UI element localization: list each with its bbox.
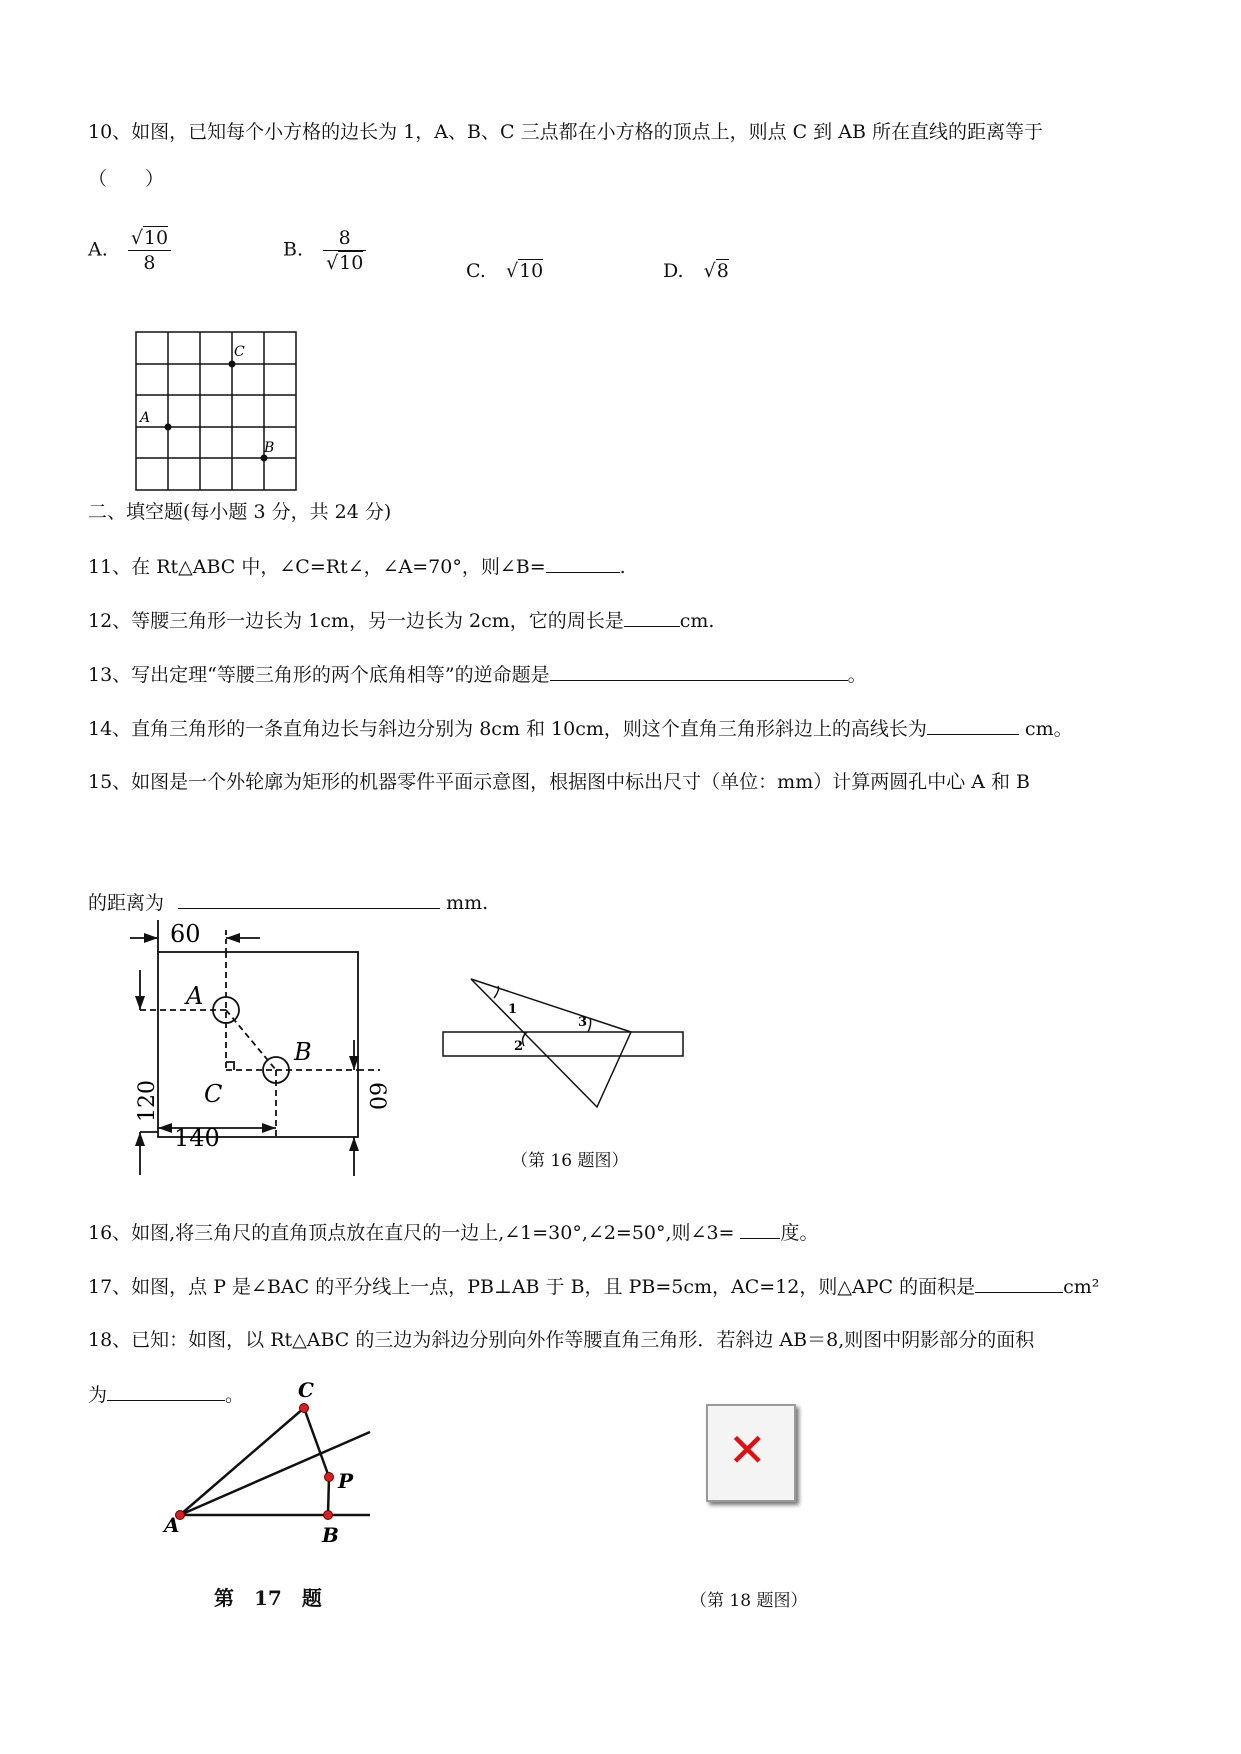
svg-text:C: C [204, 1080, 223, 1108]
q10-paren: （ ） [88, 168, 165, 190]
q12: 12、等腰三角形一边长为 1cm，另一边长为 2cm，它的周长是 cm. [88, 606, 714, 635]
fig18-broken-image [706, 1404, 796, 1502]
q15-blank[interactable] [178, 888, 440, 909]
point-c [229, 361, 236, 368]
q13: 13、写出定理“等腰三角形的两个底角相等”的逆命题是 。 [88, 660, 867, 689]
q10-option-a: A. $\frac{√10}{8}$ [88, 226, 171, 275]
q14-blank[interactable] [927, 714, 1019, 735]
fig16-caption: （第 16 题图） [511, 1151, 629, 1171]
svg-text:A: A [186, 982, 204, 1010]
q13-blank[interactable] [550, 660, 848, 681]
label-c: C [234, 344, 245, 360]
label-b: B [264, 440, 275, 456]
q15-line1: 15、如图是一个外轮廓为矩形的机器零件平面示意图，根据图中标出尺寸（单位：mm）计算两圆孔中心 A 和 B [88, 771, 1031, 793]
q12-blank[interactable] [624, 606, 680, 627]
q11-blank[interactable] [546, 552, 620, 573]
svg-text:1: 1 [508, 1002, 518, 1017]
fig17-angle-bisector [158, 1378, 378, 1547]
svg-text:C: C [298, 1378, 314, 1402]
q14: 14、直角三角形的一条直角边长与斜边分别为 8cm 和 10cm，则这个直角三角形斜边上的高线长为 cm。 [88, 714, 1073, 743]
svg-text:A: A [164, 1513, 180, 1537]
q15-part-figure [118, 920, 389, 1176]
q16-blank[interactable] [740, 1218, 780, 1239]
q18-line2: 为 。 [88, 1380, 244, 1409]
svg-text:2: 2 [514, 1039, 524, 1054]
q11: 11、在 Rt△ABC 中，∠C=Rt∠，∠A=70°，则∠B= . [88, 552, 626, 581]
svg-text:P: P [338, 1469, 354, 1493]
svg-text:120: 120 [135, 1080, 160, 1122]
svg-text:140: 140 [174, 1124, 220, 1152]
q18-line1: 18、已知：如图，以 Rt△ABC 的三边为斜边分别向外作等腰直角三角形．若斜边 AB＝8,则图中阴影部分的面积 [88, 1329, 1035, 1351]
section-heading: 二、填空题(每小题 3 分，共 24 分) [88, 501, 392, 523]
q10-option-b: B. $\frac{8}{√10}$ [283, 226, 366, 275]
svg-text:B: B [322, 1523, 339, 1547]
svg-text:3: 3 [578, 1015, 588, 1030]
q10-line1: 10、如图，已知每个小方格的边长为 1，A、B、C 三点都在小方格的顶点上，则点 C 到 AB 所在直线的距离等于 [88, 121, 1043, 143]
q10-grid-figure [130, 328, 300, 494]
svg-text:B: B [294, 1038, 312, 1066]
q17: 17、如图，点 P 是∠BAC 的平分线上一点，PB⊥AB 于 B，且 PB=5cm，AC=12，则△APC 的面积是 cm² [88, 1272, 1099, 1301]
point-a [165, 424, 172, 431]
svg-text:60: 60 [364, 1082, 389, 1110]
q10-option-c: C. √10 [466, 260, 544, 282]
q10-option-d: D. √8 [663, 260, 729, 282]
q16: 16、如图,将三角尺的直角顶点放在直尺的一边上,∠1=30°,∠2=50°,则∠3= 度。 [88, 1218, 819, 1247]
svg-text:60: 60 [170, 920, 201, 948]
fig18-caption: （第 18 题图） [690, 1591, 808, 1611]
fig16-ruler-triangle [440, 972, 690, 1120]
q17-blank[interactable] [975, 1272, 1063, 1293]
q15-line2: 的距离为 mm. [88, 888, 488, 917]
broken-image-icon: ✕ [728, 1423, 767, 1477]
fig17-caption: 第 17 题 [214, 1586, 322, 1610]
label-a: A [140, 410, 151, 426]
